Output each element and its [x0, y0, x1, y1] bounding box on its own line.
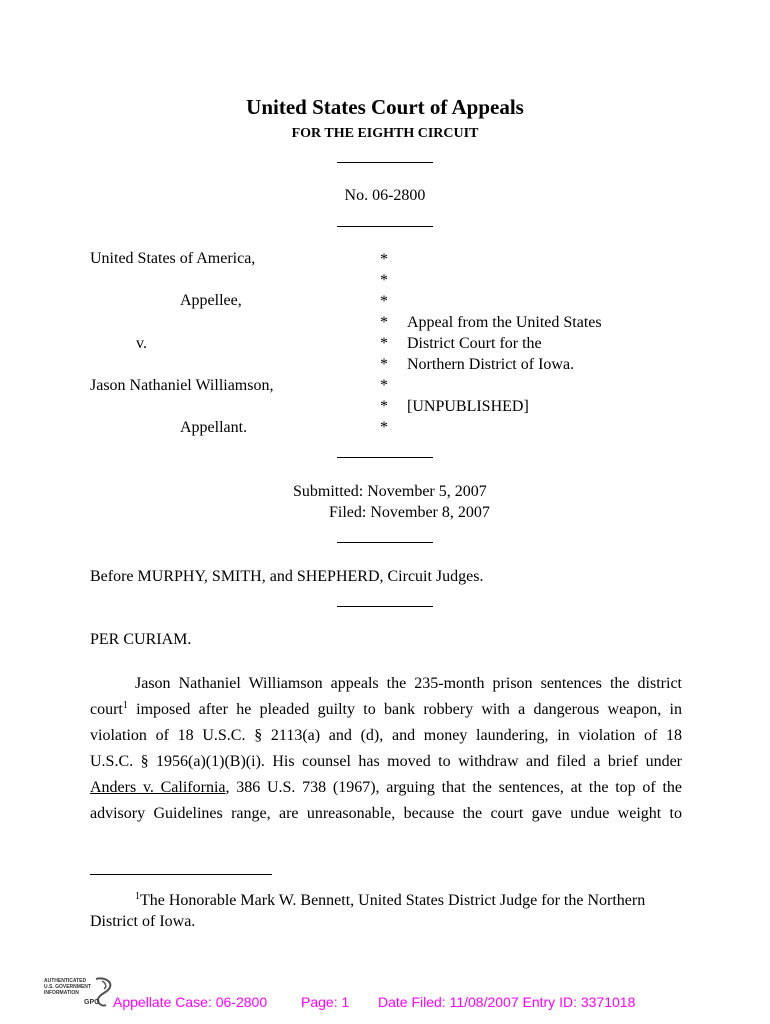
paragraph-text: , 386 U.S. 738 (1967), arguing that the sentences, at the top of the: [225, 779, 683, 796]
paragraph-text: imposed after he pleaded guilty to bank robbery with a dangerous weapon, in: [127, 701, 682, 718]
case-number: No. 06-2800: [344, 187, 426, 204]
opinion-paragraph: [90, 671, 682, 827]
paragraph-line: violation of 18 U.S.C. § 2113(a) and (d), and money laundering, in violation of 18: [90, 727, 682, 744]
footer-date-filed: Date Filed: 11/08/2007 Entry ID: 3371018: [378, 994, 636, 1010]
divider: [337, 542, 433, 543]
party-appellee-name: United States of America,: [90, 250, 256, 267]
paragraph-line: [90, 775, 682, 801]
paragraph-line: U.S.C. § 1956(a)(1)(B)(i). His counsel has moved to withdraw and filed a brief under: [90, 753, 682, 770]
appeal-from-line1: Appeal from the United States: [407, 314, 602, 331]
footer-case-number: Appellate Case: 06-2800: [113, 994, 268, 1010]
caption-asterisk: *: [380, 293, 388, 310]
divider: [337, 606, 433, 607]
appeal-from-line2: District Court for the: [407, 335, 542, 352]
circuit-subtitle: FOR THE EIGHTH CIRCUIT: [291, 126, 479, 141]
footnote-ref: 1: [122, 700, 128, 711]
party-appellant-role: Appellant.: [180, 419, 248, 436]
footnote-text: The Honorable Mark W. Bennett, United States District Judge for the Northern: [140, 892, 646, 909]
court-title: United States Court of Appeals: [246, 95, 524, 119]
per-curiam-heading: PER CURIAM.: [90, 631, 192, 648]
caption-asterisk: *: [380, 335, 388, 352]
caption-asterisk: *: [380, 377, 388, 394]
party-appellant-name: Jason Nathaniel Williamson,: [90, 377, 274, 394]
case-citation: Anders v. California: [90, 779, 226, 796]
eagle-icon: [44, 975, 114, 1015]
caption-asterisk: *: [380, 251, 388, 268]
party-appellee-role: Appellee,: [180, 292, 242, 309]
paragraph-line: Jason Nathaniel Williamson appeals the 235-month prison sentences the district: [135, 675, 682, 692]
filed-date: Filed: November 8, 2007: [329, 504, 490, 521]
footnote-text: District of Iowa.: [90, 913, 196, 930]
caption-asterisk: *: [380, 272, 388, 289]
footnote: [90, 890, 682, 932]
paragraph-line: [90, 697, 682, 723]
caption-asterisk: *: [380, 314, 388, 331]
caption-asterisk: *: [380, 356, 388, 373]
judges-panel: Before MURPHY, SMITH, and SHEPHERD, Circuit Judges.: [90, 568, 484, 585]
logo-text: AUTHENTICATED: [44, 978, 87, 984]
divider: [337, 226, 433, 227]
logo-gpo-text: GPO: [84, 999, 100, 1006]
unpublished-label: [UNPUBLISHED]: [407, 398, 529, 415]
appeal-from-line3: Northern District of Iowa.: [407, 356, 575, 373]
versus-label: v.: [136, 335, 147, 352]
divider: [337, 457, 433, 458]
paragraph-line: advisory Guidelines range, are unreasonable, because the court gave undue weight to: [90, 805, 682, 822]
footnote-marker: 1: [135, 891, 140, 902]
logo-text: U.S. GOVERNMENT: [44, 984, 91, 990]
divider: [337, 162, 433, 163]
caption-asterisk: *: [380, 398, 388, 415]
footnote-divider: [90, 874, 272, 875]
submitted-date: Submitted: November 5, 2007: [293, 483, 487, 500]
footer-page: Page: 1: [301, 994, 350, 1010]
gpo-authenticated-logo: [44, 975, 114, 1015]
paragraph-text: court: [90, 701, 123, 718]
caption-asterisk: *: [380, 419, 388, 436]
logo-text: INFORMATION: [44, 990, 79, 996]
